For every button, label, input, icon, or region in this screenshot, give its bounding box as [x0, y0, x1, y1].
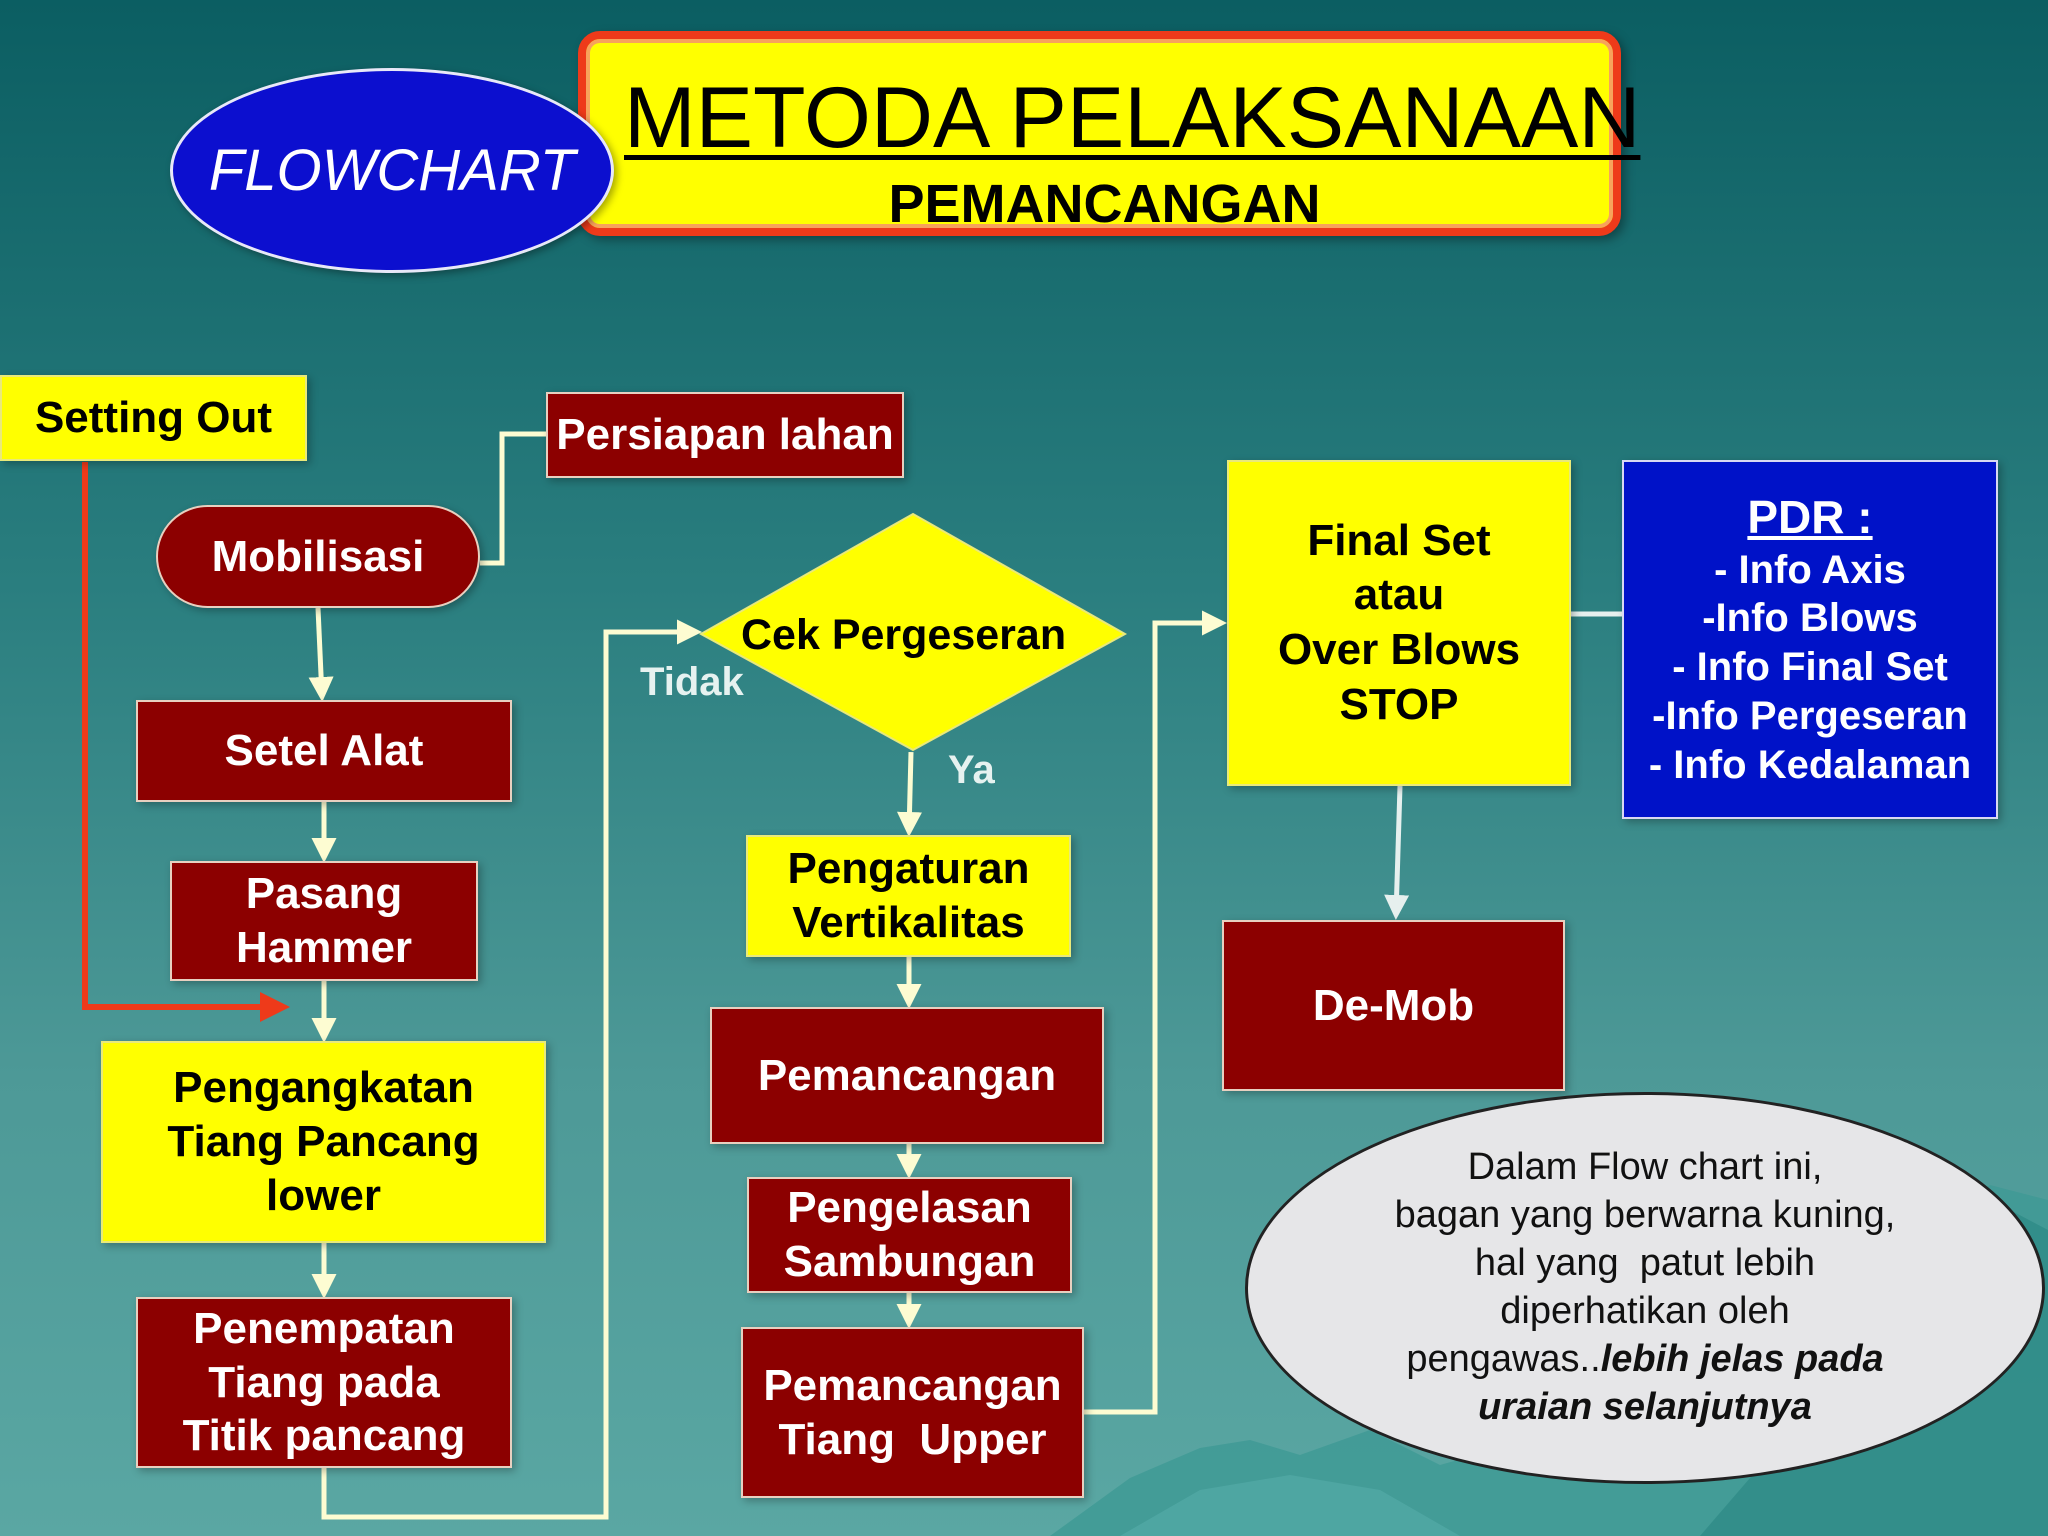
node-penempatan-line2: Tiang pada [208, 1357, 440, 1407]
connector-mobilisasi-setel [318, 608, 322, 697]
node-pengaturan-vertikalitas [746, 835, 1071, 957]
node-pasang-hammer [170, 861, 478, 981]
node-setting-out [0, 375, 307, 461]
pdr-item: - Info Kedalaman [1648, 742, 1972, 787]
node-final-set-line4: STOP [1339, 679, 1459, 729]
node-penempatan [136, 1297, 512, 1468]
page-subtitle: PEMANCANGAN [888, 174, 1321, 234]
node-setel-alat [136, 700, 512, 802]
page-title: METODA PELAKSANAAN [624, 70, 1641, 166]
node-penempatan-line3: Titik pancang [182, 1411, 466, 1461]
node-cek-pergeseran-label: Cek Pergeseran [741, 611, 1067, 659]
node-pemancangan-upper-line1: Pemancangan [763, 1360, 1062, 1410]
node-final-set-line1: Final Set [1307, 515, 1491, 565]
pdr-item: - Info Axis [1714, 547, 1906, 592]
note-line: Dalam Flow chart ini, [1467, 1146, 1823, 1189]
connector-upper-finalset [1084, 623, 1222, 1412]
node-pemancangan-upper-line2: Tiang Upper [778, 1414, 1047, 1464]
node-pengaturan-line1: Pengaturan [787, 844, 1030, 894]
title-box [578, 31, 1641, 236]
node-penempatan-line1: Penempatan [193, 1303, 455, 1353]
node-persiapan-lahan-label: Persiapan lahan [556, 410, 894, 460]
flowchart-badge-label: FLOWCHART [208, 138, 576, 203]
note-emphasis-2: uraian selanjutnya [1478, 1385, 1812, 1428]
pdr-item: - Info Final Set [1672, 645, 1948, 690]
note-ellipse [1245, 1092, 2045, 1484]
node-pemancangan-label: Pemancangan [757, 1050, 1057, 1100]
pdr-item: -Info Blows [1702, 596, 1918, 641]
node-setting-out-label: Setting Out [34, 393, 273, 443]
node-de-mob [1222, 920, 1565, 1091]
node-pemancangan [710, 1007, 1104, 1144]
pdr-item: -Info Pergeseran [1652, 693, 1968, 738]
note-line: hal yang patut lebih [1474, 1242, 1816, 1285]
node-pasang-hammer-line2: Hammer [235, 923, 413, 972]
node-final-set-line3: Over Blows [1277, 625, 1521, 674]
note-line: diperhatikan oleh [1500, 1290, 1790, 1332]
pdr-info-box [1622, 460, 1998, 819]
node-pengangkatan-line3: lower [266, 1170, 381, 1220]
connector-cek-pengaturan [909, 752, 911, 832]
node-pengelasan-line1: Pengelasan [787, 1183, 1032, 1233]
node-setel-alat-label: Setel Alat [224, 726, 424, 776]
connector-finalset-demob [1396, 786, 1400, 915]
flowchart-badge [170, 68, 614, 273]
node-mobilisasi [156, 505, 480, 608]
note-emphasis: lebih jelas pada [1600, 1337, 1884, 1380]
node-final-set-line2: atau [1353, 570, 1445, 620]
decision-label-yes: Ya [948, 748, 995, 792]
node-pengangkatan-line2: Tiang Pancang [167, 1117, 480, 1167]
node-persiapan-lahan [546, 392, 904, 478]
node-pengelasan-line2: Sambungan [783, 1237, 1036, 1286]
node-de-mob-label: De-Mob [1312, 980, 1475, 1030]
connector-mobilisasi-persiapan [480, 434, 546, 563]
note-line: bagan yang berwarna kuning, [1394, 1194, 1896, 1237]
node-pemancangan-upper [741, 1327, 1084, 1498]
decision-label-no: Tidak [640, 660, 744, 704]
node-pengaturan-line2: Vertikalitas [792, 898, 1025, 947]
note-plain: pengawas.. [1406, 1337, 1601, 1380]
node-pengangkatan-line1: Pengangkatan [173, 1063, 474, 1113]
node-pasang-hammer-line1: Pasang [245, 869, 403, 919]
note-line-5 [1406, 1336, 1883, 1384]
node-pengangkatan [101, 1041, 546, 1243]
node-final-set [1227, 460, 1571, 786]
node-pengelasan-sambungan [747, 1177, 1072, 1293]
node-mobilisasi-label: Mobilisasi [211, 531, 425, 581]
pdr-heading: PDR : [1747, 491, 1873, 544]
